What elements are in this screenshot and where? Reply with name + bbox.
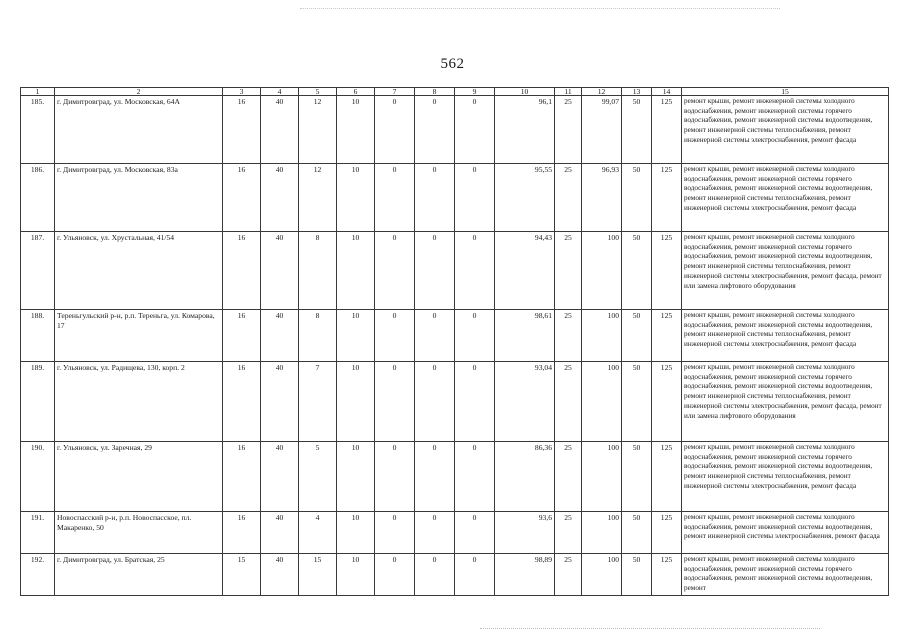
value-cell: 40 <box>261 310 299 362</box>
value-cell: 5 <box>299 442 337 512</box>
value-cell: 125 <box>652 442 682 512</box>
value-cell: 0 <box>415 554 455 596</box>
value-cell: 0 <box>415 96 455 164</box>
table-row <box>21 442 889 512</box>
value-cell: 0 <box>415 362 455 442</box>
column-header: 12 <box>582 88 622 96</box>
value-cell: 40 <box>261 554 299 596</box>
works-cell: ремонт крыши, ремонт инженерной системы холодного водоснабжения, ремонт инженерной системы горячего водоснабжения, ремонт инженерной системы водоотведения, ремонт инженерной системы теплоснабжения, ремонт инженерной системы электроснабжения, ремонт фасада, ремонт или замена лифтового оборудования <box>682 232 889 310</box>
value-cell: 8 <box>299 310 337 362</box>
column-header: 11 <box>555 88 582 96</box>
value-cell: 86,36 <box>495 442 555 512</box>
value-cell: 25 <box>555 442 582 512</box>
value-cell: 0 <box>455 96 495 164</box>
value-cell: 125 <box>652 512 682 554</box>
value-cell: 25 <box>555 96 582 164</box>
table-row <box>21 512 889 554</box>
value-cell: 100 <box>582 554 622 596</box>
repair-register-table <box>20 87 889 596</box>
value-cell: 0 <box>415 442 455 512</box>
column-header: 15 <box>682 88 889 96</box>
value-cell: 125 <box>652 554 682 596</box>
works-cell: ремонт крыши, ремонт инженерной системы холодного водоснабжения, ремонт инженерной системы горячего водоснабжения, ремонт инженерной системы водоотведения, ремонт <box>682 554 889 596</box>
value-cell: 125 <box>652 362 682 442</box>
value-cell: 94,43 <box>495 232 555 310</box>
value-cell: 0 <box>455 512 495 554</box>
value-cell: 10 <box>337 512 375 554</box>
address-cell: г. Ульяновск, ул. Заречная, 29 <box>55 442 223 512</box>
value-cell: 93,04 <box>495 362 555 442</box>
column-header: 13 <box>622 88 652 96</box>
value-cell: 16 <box>223 164 261 232</box>
table-row <box>21 554 889 596</box>
works-cell: ремонт крыши, ремонт инженерной системы холодного водоснабжения, ремонт инженерной системы горячего водоснабжения, ремонт инженерной системы водоотведения, ремонт инженерной системы теплоснабжения, ремонт инженерной системы электроснабжения, ремонт фасада <box>682 442 889 512</box>
value-cell: 0 <box>455 442 495 512</box>
address-cell: г. Ульяновск, ул. Радищева, 130, корп. 2 <box>55 362 223 442</box>
value-cell: 0 <box>455 232 495 310</box>
column-header: 9 <box>455 88 495 96</box>
value-cell: 98,89 <box>495 554 555 596</box>
value-cell: 50 <box>622 442 652 512</box>
value-cell: 125 <box>652 310 682 362</box>
value-cell: 40 <box>261 232 299 310</box>
value-cell: 40 <box>261 442 299 512</box>
value-cell: 10 <box>337 362 375 442</box>
value-cell: 40 <box>261 362 299 442</box>
column-header: 14 <box>652 88 682 96</box>
value-cell: 125 <box>652 96 682 164</box>
works-cell: ремонт крыши, ремонт инженерной системы холодного водоснабжения, ремонт инженерной системы горячего водоснабжения, ремонт инженерной системы водоотведения, ремонт инженерной системы теплоснабжения, ремонт инженерной системы электроснабжения, ремонт фасада <box>682 164 889 232</box>
works-cell: ремонт крыши, ремонт инженерной системы холодного водоснабжения, ремонт инженерной системы горячего водоснабжения, ремонт инженерной системы водоотведения, ремонт инженерной системы теплоснабжения, ремонт инженерной системы электроснабжения, ремонт фасада <box>682 96 889 164</box>
page-bottom-margin <box>20 596 888 640</box>
value-cell: 25 <box>555 310 582 362</box>
address-cell: г. Димитровград, ул. Братская, 25 <box>55 554 223 596</box>
value-cell: 98,61 <box>495 310 555 362</box>
table-row <box>21 362 889 442</box>
table-row <box>21 310 889 362</box>
works-cell: ремонт крыши, ремонт инженерной системы холодного водоснабжения, ремонт инженерной системы горячего водоснабжения, ремонт инженерной системы водоотведения, ремонт инженерной системы теплоснабжения, ремонт инженерной системы электроснабжения, ремонт фасада, ремонт или замена лифтового оборудования <box>682 362 889 442</box>
value-cell: 25 <box>555 512 582 554</box>
column-header: 6 <box>337 88 375 96</box>
value-cell: 25 <box>555 232 582 310</box>
column-header: 2 <box>55 88 223 96</box>
value-cell: 15 <box>223 554 261 596</box>
value-cell: 25 <box>555 554 582 596</box>
scan-artifact-bottom <box>480 628 820 630</box>
value-cell: 100 <box>582 310 622 362</box>
value-cell: 40 <box>261 512 299 554</box>
value-cell: 0 <box>415 232 455 310</box>
value-cell: 0 <box>455 164 495 232</box>
value-cell: 96,1 <box>495 96 555 164</box>
value-cell: 50 <box>622 512 652 554</box>
value-cell: 100 <box>582 442 622 512</box>
value-cell: 10 <box>337 164 375 232</box>
value-cell: 50 <box>622 232 652 310</box>
value-cell: 10 <box>337 310 375 362</box>
value-cell: 0 <box>415 310 455 362</box>
row-number: 190. <box>21 442 55 512</box>
column-header: 10 <box>495 88 555 96</box>
table-row <box>21 164 889 232</box>
value-cell: 16 <box>223 512 261 554</box>
value-cell: 0 <box>375 232 415 310</box>
value-cell: 0 <box>415 512 455 554</box>
column-header: 8 <box>415 88 455 96</box>
value-cell: 99,07 <box>582 96 622 164</box>
value-cell: 0 <box>455 362 495 442</box>
address-cell: Тереньгульский р-н, р.п. Тереньга, ул. Комарова, 17 <box>55 310 223 362</box>
address-cell: г. Димитровград, ул. Московская, 64А <box>55 96 223 164</box>
address-cell: г. Димитровград, ул. Московская, 83а <box>55 164 223 232</box>
value-cell: 100 <box>582 362 622 442</box>
table-row <box>21 96 889 164</box>
value-cell: 95,55 <box>495 164 555 232</box>
row-number: 189. <box>21 362 55 442</box>
value-cell: 0 <box>455 310 495 362</box>
value-cell: 125 <box>652 164 682 232</box>
value-cell: 10 <box>337 554 375 596</box>
address-cell: Новоспасский р-н, р.п. Новоспасское, пл. Макаренко, 50 <box>55 512 223 554</box>
value-cell: 10 <box>337 96 375 164</box>
address-cell: г. Ульяновск, ул. Хрустальная, 41/54 <box>55 232 223 310</box>
value-cell: 0 <box>415 164 455 232</box>
value-cell: 12 <box>299 164 337 232</box>
value-cell: 10 <box>337 442 375 512</box>
value-cell: 0 <box>375 554 415 596</box>
value-cell: 16 <box>223 442 261 512</box>
value-cell: 96,93 <box>582 164 622 232</box>
row-number: 192. <box>21 554 55 596</box>
table-row <box>21 232 889 310</box>
value-cell: 100 <box>582 512 622 554</box>
value-cell: 15 <box>299 554 337 596</box>
value-cell: 40 <box>261 164 299 232</box>
value-cell: 50 <box>622 554 652 596</box>
column-header: 4 <box>261 88 299 96</box>
value-cell: 0 <box>455 554 495 596</box>
works-cell: ремонт крыши, ремонт инженерной системы холодного водоснабжения, ремонт инженерной системы водоотведения, ремонт инженерной системы теплоснабжения, ремонт инженерной системы электроснабжения, ремонт фасада <box>682 310 889 362</box>
works-cell: ремонт крыши, ремонт инженерной системы холодного водоснабжения, ремонт инженерной системы водоотведения, ремонт инженерной системы электроснабжения, ремонт фасада <box>682 512 889 554</box>
value-cell: 0 <box>375 512 415 554</box>
value-cell: 100 <box>582 232 622 310</box>
column-header: 5 <box>299 88 337 96</box>
value-cell: 8 <box>299 232 337 310</box>
value-cell: 0 <box>375 442 415 512</box>
value-cell: 40 <box>261 96 299 164</box>
column-header: 3 <box>223 88 261 96</box>
row-number: 187. <box>21 232 55 310</box>
value-cell: 0 <box>375 164 415 232</box>
value-cell: 16 <box>223 362 261 442</box>
value-cell: 25 <box>555 164 582 232</box>
row-number: 188. <box>21 310 55 362</box>
value-cell: 93,6 <box>495 512 555 554</box>
value-cell: 0 <box>375 310 415 362</box>
value-cell: 0 <box>375 96 415 164</box>
value-cell: 4 <box>299 512 337 554</box>
scan-artifact-top <box>300 8 780 10</box>
value-cell: 50 <box>622 362 652 442</box>
value-cell: 10 <box>337 232 375 310</box>
value-cell: 50 <box>622 164 652 232</box>
column-header: 1 <box>21 88 55 96</box>
value-cell: 0 <box>375 362 415 442</box>
value-cell: 12 <box>299 96 337 164</box>
value-cell: 16 <box>223 96 261 164</box>
value-cell: 7 <box>299 362 337 442</box>
value-cell: 25 <box>555 362 582 442</box>
row-number: 185. <box>21 96 55 164</box>
value-cell: 50 <box>622 96 652 164</box>
page-number: 562 <box>440 56 465 72</box>
value-cell: 50 <box>622 310 652 362</box>
column-header: 7 <box>375 88 415 96</box>
value-cell: 16 <box>223 310 261 362</box>
table-header-row <box>21 88 889 96</box>
row-number: 191. <box>21 512 55 554</box>
value-cell: 16 <box>223 232 261 310</box>
value-cell: 125 <box>652 232 682 310</box>
row-number: 186. <box>21 164 55 232</box>
